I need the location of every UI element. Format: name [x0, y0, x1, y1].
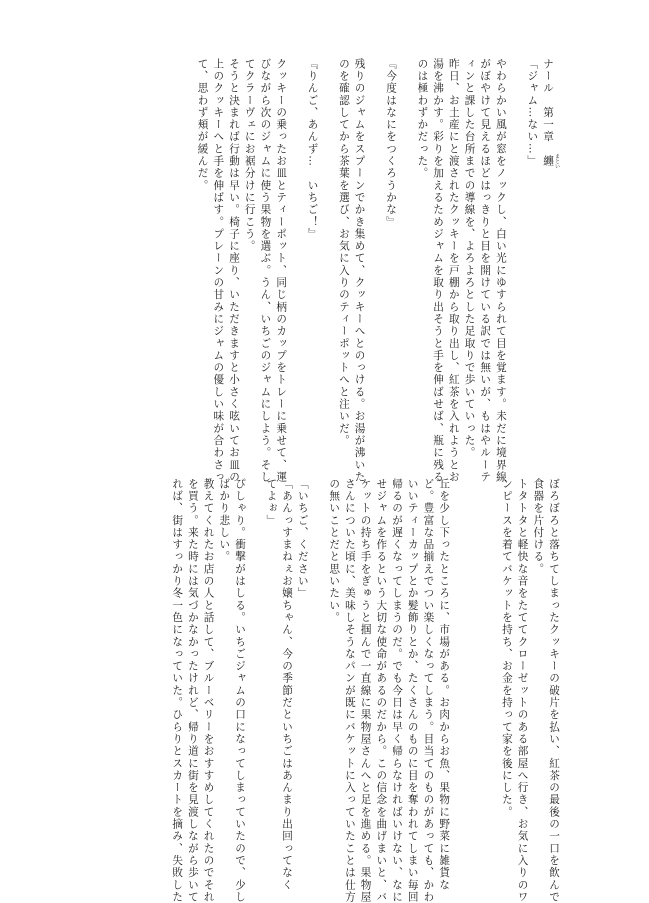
text-line: 『りんご、あんず… いちご！』 — [306, 58, 319, 241]
text-line: 「あんっすまねぇお嬢ちゃん、今の季節だといちごはあんまり出回ってなく — [281, 478, 294, 892]
text-line: 上のクッキーへと手を伸ばす。プレーンの甘みにジャムの優しい味が合わさっ — [212, 58, 225, 484]
text-line: てクラーヴェにお裾分けに行こう。 — [243, 58, 256, 253]
text-line: のは極わずかだった。 — [416, 58, 429, 180]
chapter-title-main: 纏 まとい — [542, 153, 560, 169]
top-text-block — [194, 58, 560, 484]
text-line: 『今度はなにをつくろうかな』 — [385, 58, 397, 229]
text-line — [288, 58, 304, 478]
text-line — [467, 478, 483, 858]
text-line: いいティーカップとか髪飾りとか、たくさんのものに目を奪われてしまい毎回 — [406, 478, 419, 903]
text-line: 食器を片付ける。 — [532, 478, 545, 576]
text-line: 昨日、お土産にと渡されたクッキーを戸棚から取り出し、紅茶を入れようとお — [447, 58, 460, 484]
text-line: びながら次のジャムに使う果物を選ぶ。うん、いちごのジャムにしよう。そし — [259, 58, 272, 484]
text-line: 教えてくれたお店の人と話して、ブルーベリーをおすすめしてくれたのでそれ — [202, 478, 215, 903]
text-line: そうと決まれば行動は早い。椅子に座り、いただきますと小さく呟いてお皿の — [228, 58, 241, 484]
chapter-title-prefix: ナール 第一章 — [542, 58, 554, 156]
text-line: のを確認してから茶葉を選び、お気に入りのティーポットへと注いだ。 — [337, 58, 350, 447]
text-line: がぼやけて見えるほどはっきりと目を開けている訳では無いが、もはやルーテ — [479, 58, 492, 484]
text-line: ど。豊富な品揃えでつい楽しくなってしまう。目当てのものがあっても、かわ — [422, 478, 435, 903]
text-line — [310, 478, 326, 858]
text-line: 残りのジャムをスプーンでかき集めて、クッキーへとのっける。お湯が沸いた — [353, 58, 366, 484]
text-line: さんについた頃に、美味しそうなパンが既にバケットに入っていたことは仕方 — [343, 478, 356, 903]
text-line: 「ジャム…ない…」 — [526, 58, 539, 168]
text-line: トタトタと軽快な音をたててクローゼットのある部屋へ行き、お気に入りのワ — [516, 478, 529, 903]
text-line: ィンと課した台所までの導線を、よろよろとした足取りで歩いていった。 — [463, 58, 476, 459]
text-line: れば、街はすっかり冬一色になっていた。ひらりとスカートを摘み、失敗した — [171, 478, 184, 903]
text-line — [398, 58, 414, 478]
text-line: 湯を沸かす。彩りを加えるためジャムを取り出そうと手を伸ばせば、瓶に残る — [432, 58, 445, 484]
bottom-lines — [169, 478, 562, 903]
text-line: ぼろぼろと落ちてしまったクッキーの破片を払い、紅茶の最後の一口を飲んで — [548, 478, 560, 903]
text-line: クッキーの乗ったお皿とティーポット、同じ柄のカップをトレーに乗せて、運 — [275, 58, 288, 484]
text-line: ンピースを着てバケットを持ち、お金を持って家を後にした。 — [500, 478, 513, 819]
text-line: ばかり悲しい。 — [218, 478, 231, 564]
text-line: の無いことだと思いたい。 — [328, 478, 341, 624]
text-line — [483, 478, 499, 858]
text-line: 「いちご、ください」 — [296, 478, 309, 600]
bottom-text-block — [169, 478, 562, 903]
text-line: ケットの持ち手をぎゅうと掴んで一直線に果物屋さんへと足を進める。果物屋 — [359, 478, 372, 903]
chapter-title — [539, 58, 560, 478]
text-line: てよぉ」 — [265, 478, 278, 527]
text-line: やわらかい風が窓をノックし、白い光にゆすられて目を覚ます。未だに境界線 — [494, 58, 507, 484]
text-line: 丘を少し下ったところに、市場がある。お肉からお魚、果物に野菜に雑貨な — [438, 478, 451, 892]
text-line — [367, 58, 383, 478]
text-line: を買う。来た時には気づかなかったけれど、帰り道に街を見渡しながら歩いて — [186, 478, 199, 903]
text-line — [451, 478, 467, 858]
text-line — [247, 478, 263, 858]
text-line: せジャムを作るという大切な使命があるのだから。この信念を曲げまいと、バ — [375, 478, 388, 903]
text-line — [320, 58, 336, 478]
text-line: て、思わず頬が緩んだ。 — [196, 58, 209, 192]
chapter-title-ruby: まとい — [554, 153, 560, 169]
text-line — [508, 58, 524, 478]
top-lines — [194, 58, 539, 484]
text-line: 帰るのが遅くなってしまうのだ。でも今日は早く帰らなければいけない、なに — [391, 478, 404, 903]
text-line: ぴしゃり。衝撃がはしる。いちごジャムの口になってしまっていたので、少し — [234, 478, 247, 903]
